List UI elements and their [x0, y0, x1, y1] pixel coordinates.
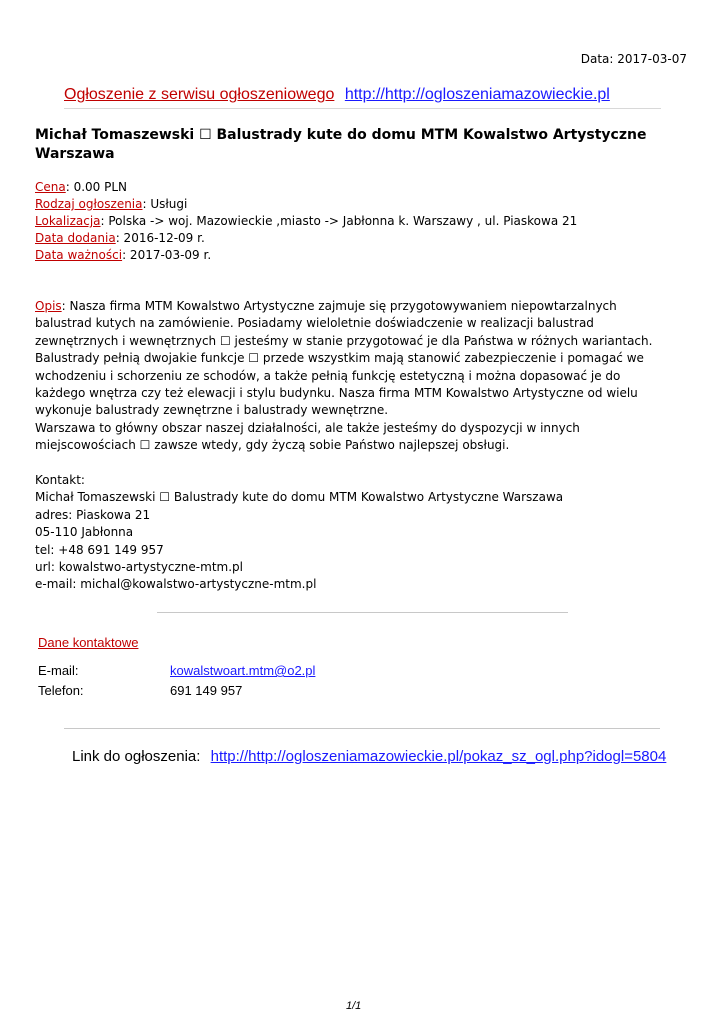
- email-link[interactable]: kowalstwoart.mtm@o2.pl: [170, 663, 316, 678]
- description-line: Warszawa to główny obszar naszej działalności, ale także jesteśmy do dyspozycji w innych: [35, 420, 580, 435]
- price-label[interactable]: Cena: [35, 180, 66, 194]
- phone-label: Telefon:: [38, 683, 84, 698]
- expiry-date-label[interactable]: Data ważności: [35, 248, 123, 262]
- description-line: miejscowościach ☐ zawsze wtedy, gdy życzą sobie Państwo najlepszej obsługi.: [35, 438, 510, 453]
- price-row: [35, 179, 577, 196]
- location-row: [35, 213, 577, 230]
- type-row: [35, 196, 577, 213]
- contact-email: e-mail: michal@kowalstwo-artystyczne-mtm.pl: [35, 577, 317, 592]
- contact-phone: tel: +48 691 149 957: [35, 542, 164, 557]
- description-line: każdego wnętrza czy też elewacji i stylu budynku. Nasza firma MTM Kowalstwo Artystyczne od wielu: [35, 386, 638, 401]
- added-date-row: [35, 230, 577, 247]
- location-value: : Polska -> woj. Mazowieckie ,miasto -> Jabłonna k. Warszawy , ul. Piaskowa 21: [100, 214, 578, 228]
- contact-divider: [157, 612, 568, 613]
- contact-postcode: 05-110 Jabłonna: [35, 525, 134, 540]
- listing-link-label: Link do ogłoszenia:: [72, 748, 201, 765]
- contact-block: [35, 472, 563, 594]
- contact-details-heading[interactable]: Dane kontaktowe: [38, 635, 139, 650]
- header-divider: [64, 108, 661, 109]
- source-url-link[interactable]: http://http://ogloszeniamazowieckie.pl: [344, 86, 610, 103]
- description-line: [35, 298, 695, 315]
- source-label-link[interactable]: Ogłoszenie z serwisu ogłoszeniowego: [64, 86, 335, 103]
- email-label: E-mail:: [38, 663, 79, 678]
- description-line: wykonuje balustrady zewnętrzne i balustrady wewnętrzne.: [35, 403, 389, 418]
- location-label[interactable]: Lokalizacja: [35, 214, 101, 228]
- contact-url: url: kowalstwo-artystyczne-mtm.pl: [35, 560, 243, 575]
- listing-title: Michał Tomaszewski ☐ Balustrady kute do domu MTM Kowalstwo Artystyczne Warszawa: [35, 127, 647, 162]
- contact-heading: Kontakt:: [35, 473, 85, 487]
- added-date-label[interactable]: Data dodania: [35, 231, 116, 245]
- contact-name: Michał Tomaszewski ☐ Balustrady kute do domu MTM Kowalstwo Artystyczne Warszawa: [35, 490, 564, 505]
- details-divider: [64, 728, 660, 729]
- description-block: [35, 298, 695, 455]
- listing-link-row: [72, 748, 666, 765]
- type-label[interactable]: Rodzaj ogłoszenia: [35, 197, 143, 211]
- phone-value: 691 149 957: [170, 683, 243, 698]
- expiry-date-value: : 2017-03-09 r.: [122, 248, 212, 262]
- description-line: Balustrady pełnią dwojakie funkcje ☐ przede wszystkim mają stanowić zabezpieczenie i pomagać we: [35, 351, 644, 366]
- added-date-value: : 2016-12-09 r.: [115, 231, 205, 245]
- price-value: : 0.00 PLN: [65, 180, 128, 194]
- contact-address: adres: Piaskowa 21: [35, 507, 151, 522]
- description-text: : Nasza firma MTM Kowalstwo Artystyczne zajmuje się przygotowywaniem niepowtarzalnych: [61, 299, 617, 313]
- description-line: balustrad kutych na zamówienie. Posiadamy wieloletnie doświadczenie w realizacji balustrad: [35, 316, 594, 331]
- document-date: Data: 2017-03-07: [580, 52, 687, 66]
- description-label[interactable]: Opis: [35, 299, 62, 313]
- description-line: wchodzeniu i schorzeniu ze schodów, a także pełnią funkcję estetyczną i można dopasować je do: [35, 368, 621, 383]
- listing-link-url[interactable]: http://http://ogloszeniamazowieckie.pl/pokaz_sz_ogl.php?idogl=5804: [210, 748, 667, 765]
- description-line: zewnętrznych i wewnętrznych ☐ jesteśmy w stanie przygotować je dla Państwa w różnych wariantach.: [35, 333, 653, 348]
- source-header: [64, 86, 610, 104]
- expiry-date-row: [35, 247, 577, 264]
- page-number: 1/1: [346, 1000, 362, 1012]
- listing-meta: [35, 179, 577, 264]
- type-value: : Usługi: [142, 197, 188, 211]
